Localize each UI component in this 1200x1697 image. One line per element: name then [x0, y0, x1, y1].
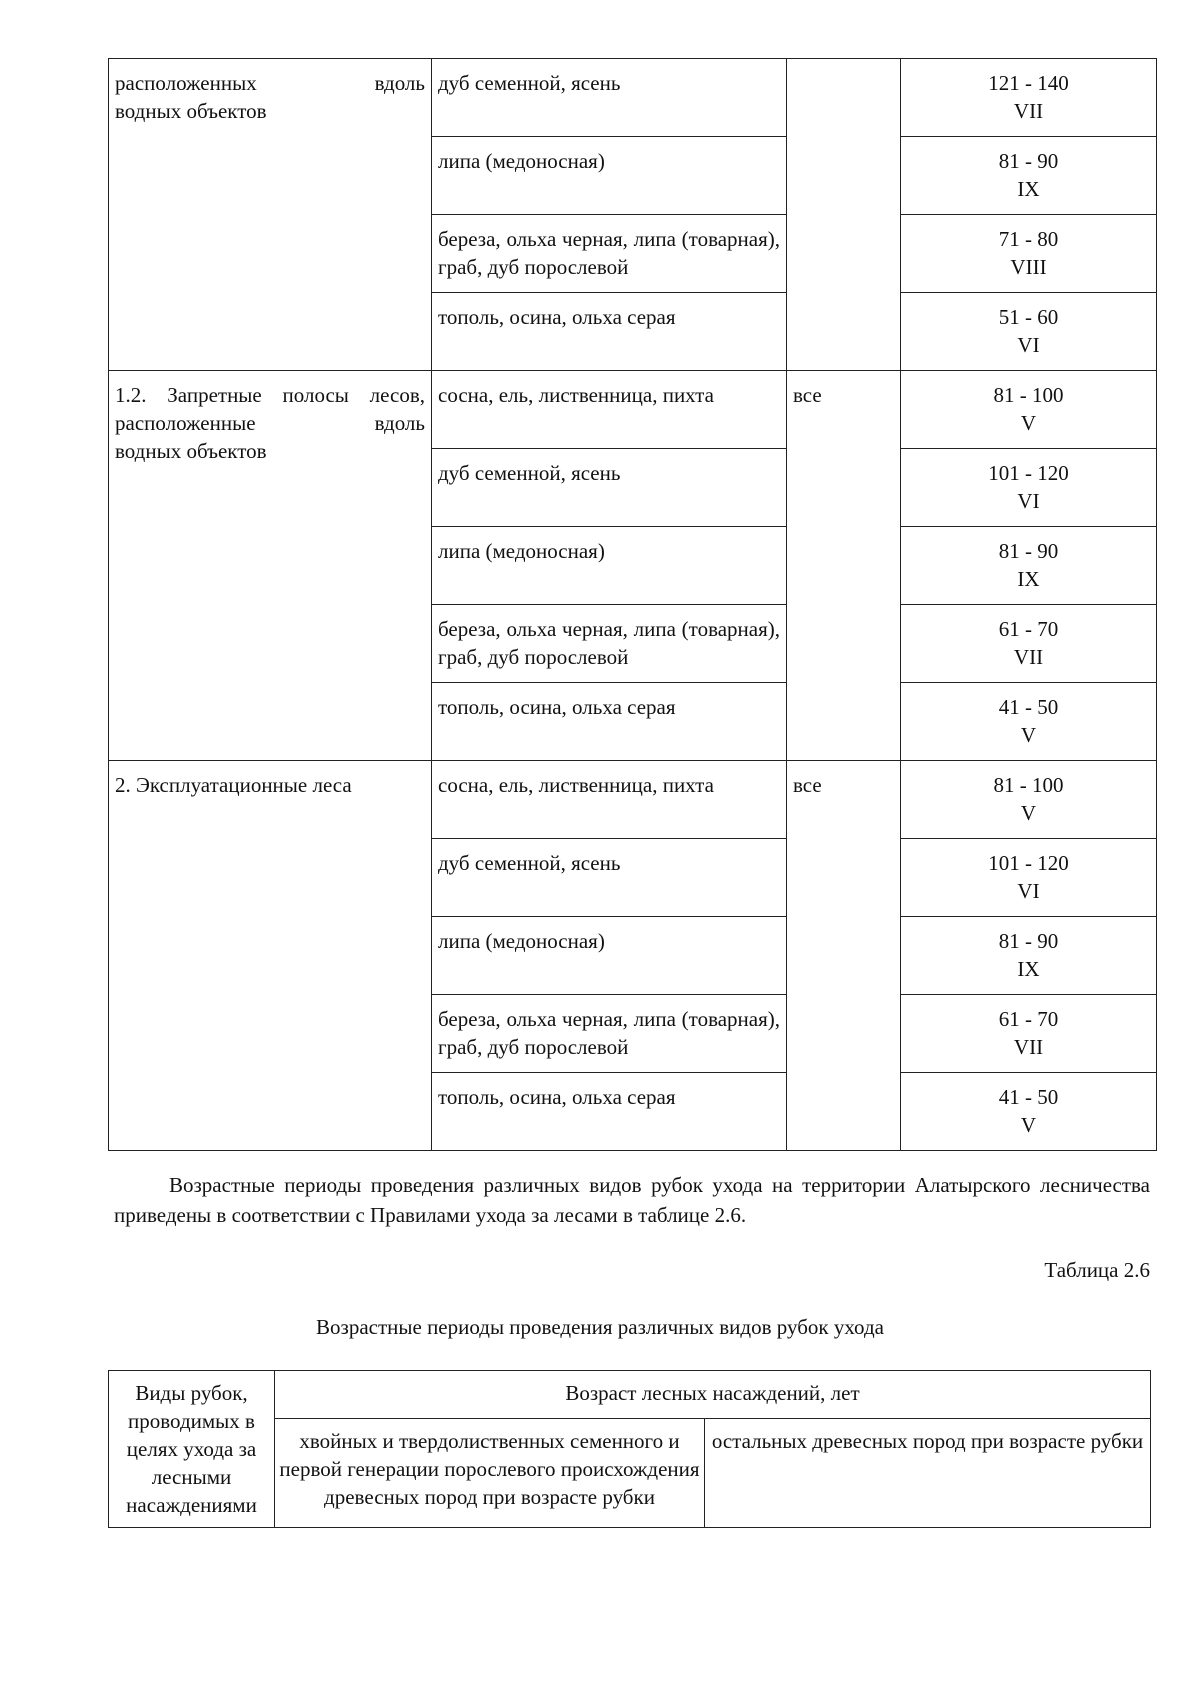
table-caption: Возрастные периоды проведения различных видов рубок ухода	[316, 1315, 884, 1339]
age-class: VII	[1013, 1035, 1044, 1059]
tree-species-cell: тополь, осина, ольха серая	[432, 683, 787, 761]
cutting-age-range: 71 - 80	[998, 227, 1059, 251]
bonitet-cell	[787, 59, 901, 371]
age-class: V	[1020, 801, 1037, 825]
header-other-species: остальных древесных пород при возрасте рубки	[705, 1419, 1151, 1528]
cutting-age-cell	[901, 683, 1157, 761]
cutting-age-cell	[901, 839, 1157, 917]
cutting-age-range: 51 - 60	[998, 305, 1059, 329]
forest-category-cell	[109, 59, 432, 371]
age-class: IX	[1017, 957, 1040, 981]
tree-species-cell: береза, ольха черная, липа (товарная), граб, дуб порослевой	[432, 215, 787, 293]
tree-species-cell: липа (медоносная)	[432, 917, 787, 995]
age-class: VI	[1017, 879, 1040, 903]
cutting-age-range: 81 - 90	[998, 539, 1059, 563]
cutting-age-cell	[901, 293, 1157, 371]
table-row	[109, 761, 1157, 839]
cutting-age-range: 101 - 120	[988, 851, 1069, 875]
cutting-age-cell	[901, 995, 1157, 1073]
cutting-age-cell	[901, 917, 1157, 995]
tree-species-cell: липа (медоносная)	[432, 527, 787, 605]
forest-category-cell	[109, 761, 432, 1151]
cutting-age-cell	[901, 59, 1157, 137]
bonitet-cell: все	[787, 371, 901, 761]
table-header-row	[109, 1371, 1151, 1419]
bonitet-cell: все	[787, 761, 901, 1151]
age-class: VII	[1013, 99, 1044, 123]
header-cutting-types: Виды рубок, проводимых в целях ухода за лесными насаждениями	[109, 1371, 275, 1528]
table-row	[109, 371, 1157, 449]
cutting-age-cell	[901, 761, 1157, 839]
forest-category-cell	[109, 371, 432, 761]
cutting-age-range: 81 - 100	[993, 383, 1064, 407]
forest-category-line: 2. Эксплуатационные леса	[115, 773, 352, 797]
tree-species-cell: дуб семенной, ясень	[432, 59, 787, 137]
cutting-age-cell	[901, 605, 1157, 683]
age-class: V	[1020, 411, 1037, 435]
cutting-age-range: 81 - 100	[993, 773, 1064, 797]
table-number: Таблица 2.6	[1044, 1258, 1150, 1282]
tree-species-cell: липа (медоносная)	[432, 137, 787, 215]
body-paragraph: Возрастные периоды проведения различных видов рубок ухода на территории Алатырского лесничества приведены в соответствии с Правилами ухода за лесами в таблице 2.6.	[114, 1173, 1150, 1227]
header-conifers: хвойных и твердолиственных семенного и первой генерации порослевого происхождения древесных пород при возрасте рубки	[275, 1419, 705, 1528]
tree-species-cell: сосна, ель, лиственница, пихта	[432, 761, 787, 839]
cutting-age-range: 121 - 140	[988, 71, 1069, 95]
tree-species-cell: дуб семенной, ясень	[432, 839, 787, 917]
cutting-age-range: 81 - 90	[998, 149, 1059, 173]
forest-category-line: расположенные вдоль	[115, 411, 425, 435]
age-groups-table	[108, 58, 1157, 1151]
cutting-age-range: 41 - 50	[998, 1085, 1059, 1109]
age-class: V	[1020, 723, 1037, 747]
cutting-age-cell	[901, 1073, 1157, 1151]
cutting-age-cell	[901, 371, 1157, 449]
tree-species-cell: береза, ольха черная, липа (товарная), граб, дуб порослевой	[432, 995, 787, 1073]
age-class: IX	[1017, 177, 1040, 201]
cutting-age-cell	[901, 449, 1157, 527]
tree-species-cell: береза, ольха черная, липа (товарная), граб, дуб порослевой	[432, 605, 787, 683]
age-class: VI	[1017, 333, 1040, 357]
cutting-age-range: 61 - 70	[998, 1007, 1059, 1031]
table-row	[109, 59, 1157, 137]
cutting-age-cell	[901, 527, 1157, 605]
cutting-age-range: 61 - 70	[998, 617, 1059, 641]
tree-species-cell: дуб семенной, ясень	[432, 449, 787, 527]
cutting-age-range: 41 - 50	[998, 695, 1059, 719]
cutting-age-range: 81 - 90	[998, 929, 1059, 953]
forest-category-line: 1.2. Запретные полосы лесов,	[115, 383, 425, 407]
forest-category-line: водных объектов	[115, 99, 267, 123]
thinning-periods-table	[108, 1370, 1151, 1528]
cutting-age-cell	[901, 137, 1157, 215]
age-class: VIII	[1010, 255, 1047, 279]
forest-category-line: водных объектов	[115, 439, 267, 463]
tree-species-cell: сосна, ель, лиственница, пихта	[432, 371, 787, 449]
header-forest-age: Возраст лесных насаждений, лет	[275, 1371, 1151, 1419]
tree-species-cell: тополь, осина, ольха серая	[432, 293, 787, 371]
tree-species-cell: тополь, осина, ольха серая	[432, 1073, 787, 1151]
age-class: IX	[1017, 567, 1040, 591]
age-class: V	[1020, 1113, 1037, 1137]
cutting-age-range: 101 - 120	[988, 461, 1069, 485]
age-class: VI	[1017, 489, 1040, 513]
age-class: VII	[1013, 645, 1044, 669]
age-groups-table-body	[109, 59, 1157, 1151]
cutting-age-cell	[901, 215, 1157, 293]
forest-category-line: расположенных вдоль	[115, 71, 425, 95]
